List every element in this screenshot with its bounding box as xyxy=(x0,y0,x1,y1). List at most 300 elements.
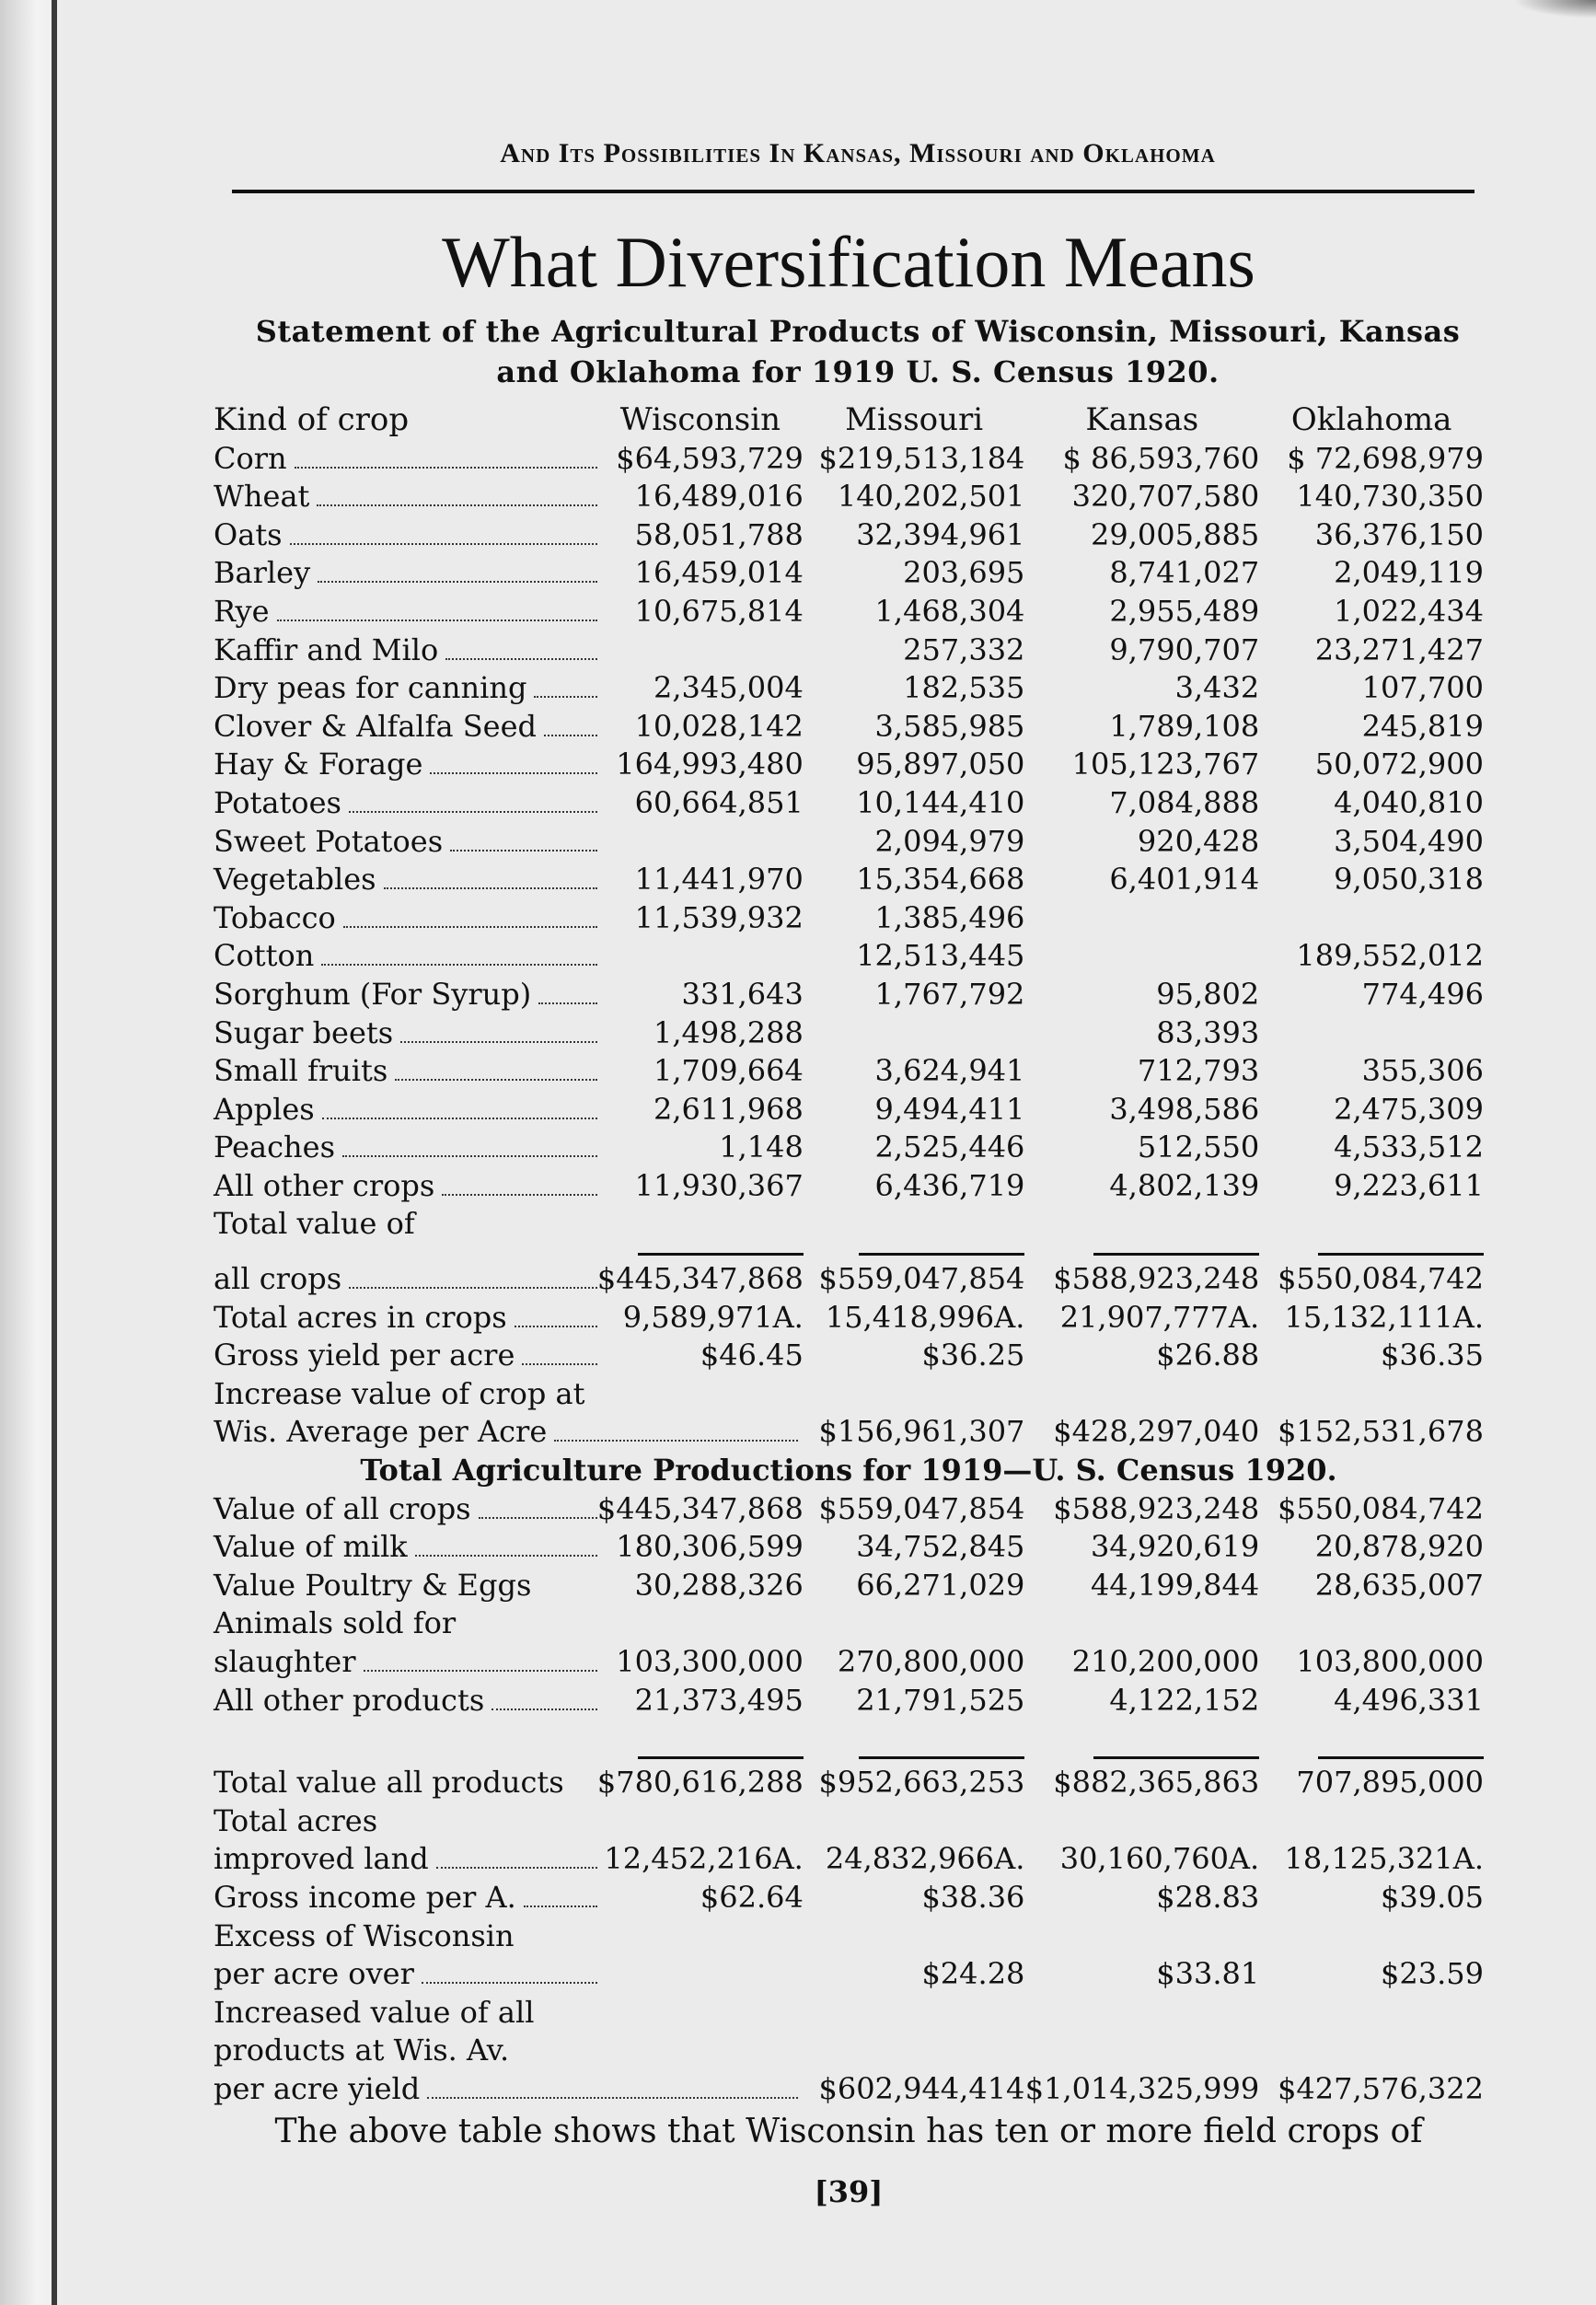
cell-wisconsin: 60,664,851 xyxy=(634,784,804,820)
empty-cell xyxy=(1259,1604,1484,1643)
crop-row xyxy=(214,478,1484,516)
row-label-wrap xyxy=(214,1413,804,1452)
empty-cell xyxy=(804,1375,1025,1414)
cell-kansas: 6,401,914 xyxy=(1109,862,1260,898)
cell-oklahoma xyxy=(1259,1014,1484,1053)
row-label-wrap xyxy=(214,631,597,670)
row-label-cell xyxy=(214,593,597,631)
dot-leader xyxy=(524,1905,597,1907)
dot-leader xyxy=(534,696,596,698)
row-label-wrap xyxy=(214,899,597,938)
empty-cell xyxy=(1024,1604,1259,1643)
cell-missouri: 66,271,029 xyxy=(856,1567,1025,1603)
empty-cell xyxy=(1024,1802,1259,1841)
cell-missouri: 203,695 xyxy=(903,555,1025,591)
row-label: Excess of Wisconsin xyxy=(214,1917,515,1953)
row-label: Wis. Average per Acre xyxy=(214,1414,548,1450)
row-label: Cotton xyxy=(214,938,315,974)
row-label: products at Wis. Av. xyxy=(214,2033,510,2068)
cell-kansas: $1,014,325,999 xyxy=(1024,2070,1260,2106)
dot-leader xyxy=(522,1363,597,1365)
row-label-wrap xyxy=(214,593,597,631)
page-number: [39] xyxy=(814,2173,884,2209)
dot-leader xyxy=(395,1079,597,1081)
row-label-wrap xyxy=(214,554,597,593)
increased-label-row-2 xyxy=(214,2032,1484,2070)
cell-wisconsin: 16,489,016 xyxy=(634,479,804,515)
row-label: Tobacco xyxy=(214,899,336,935)
header-row xyxy=(214,401,1484,440)
sum-rule xyxy=(638,1756,804,1759)
total-rule-row xyxy=(214,1747,1484,1764)
cell-oklahoma: $36.35 xyxy=(1381,1338,1484,1373)
row-label-cell xyxy=(214,823,597,862)
cell-missouri: 2,525,446 xyxy=(874,1129,1025,1165)
empty-cell xyxy=(1024,2032,1259,2070)
row-label: Value of all crops xyxy=(214,1490,471,1526)
cell-missouri: 1,767,792 xyxy=(874,976,1025,1012)
cell-wisconsin: 164,993,480 xyxy=(616,747,804,782)
cell-wisconsin: 21,373,495 xyxy=(634,1682,804,1718)
empty-cell xyxy=(597,2032,804,2070)
row-label: Peaches xyxy=(214,1129,335,1165)
cell-wisconsin: 11,441,970 xyxy=(634,862,804,898)
document-page xyxy=(214,138,1484,2209)
cell-oklahoma: $550,084,742 xyxy=(1278,1490,1484,1526)
crop-row xyxy=(214,976,1484,1014)
cell-oklahoma: 707,895,000 xyxy=(1296,1765,1484,1801)
cell-wisconsin: $46.45 xyxy=(700,1338,804,1373)
empty-cell xyxy=(1024,1375,1259,1414)
cell-missouri: 1,385,496 xyxy=(874,899,1025,935)
row-label-cell xyxy=(214,1764,597,1802)
row-label: Oats xyxy=(214,516,283,552)
row-label: Sorghum (For Syrup) xyxy=(214,976,532,1012)
cell-kansas: 95,802 xyxy=(1156,976,1260,1012)
improved-label-row xyxy=(214,1802,1484,1841)
cell-kansas: $588,923,248 xyxy=(1053,1490,1260,1526)
dot-leader xyxy=(479,1517,597,1519)
row-label-cell xyxy=(214,708,597,747)
empty-cell xyxy=(1259,1802,1484,1841)
binding-edge-line xyxy=(52,0,57,2305)
cell-missouri: 270,800,000 xyxy=(837,1644,1025,1679)
empty-cell xyxy=(1259,1994,1484,2033)
dot-leader xyxy=(515,1326,597,1327)
table-body xyxy=(214,401,1484,2109)
crop-row xyxy=(214,669,1484,708)
running-head: And Its Possibilities In Kansas, Missouri and Oklahoma xyxy=(500,138,1216,168)
dot-leader xyxy=(321,964,597,966)
cell-oklahoma: 1,022,434 xyxy=(1334,593,1484,629)
cell-kansas xyxy=(1024,937,1259,976)
row-label-cell xyxy=(214,1091,597,1129)
cell-wisconsin: $62.64 xyxy=(700,1879,804,1915)
cell-oklahoma: 2,475,309 xyxy=(1334,1091,1484,1127)
cell-oklahoma: 20,878,920 xyxy=(1314,1529,1484,1565)
row-label-wrap xyxy=(214,1682,597,1720)
row-label-wrap xyxy=(214,1091,597,1129)
cell-missouri: $602,944,414 xyxy=(818,2070,1025,2106)
row-label-wrap xyxy=(214,976,597,1014)
cell-kansas: 44,199,844 xyxy=(1090,1567,1260,1603)
crop-row xyxy=(214,1167,1484,1206)
product-row xyxy=(214,1567,1484,1605)
row-label-cell xyxy=(214,1879,597,1917)
sum-rule xyxy=(1318,1756,1484,1759)
row-label-wrap xyxy=(214,1528,597,1567)
row-label-wrap xyxy=(214,1879,597,1917)
cell-oklahoma: $152,531,678 xyxy=(1278,1414,1484,1450)
cell-oklahoma: $39.05 xyxy=(1381,1879,1484,1915)
row-label-wrap xyxy=(214,440,597,479)
row-label-wrap xyxy=(214,784,597,823)
crop-row xyxy=(214,593,1484,631)
cell-wisconsin: 331,643 xyxy=(681,976,804,1012)
sum-rule xyxy=(1093,1756,1259,1759)
cell-kansas: 21,907,777A. xyxy=(1059,1299,1260,1335)
empty-cell xyxy=(1259,1917,1484,1956)
cell-kansas: $33.81 xyxy=(1156,1956,1260,1992)
cell-kansas: 4,122,152 xyxy=(1109,1682,1260,1718)
row-label-cell xyxy=(214,478,597,516)
cell-wisconsin: 12,452,216A. xyxy=(604,1841,804,1877)
cell-wisconsin: 180,306,599 xyxy=(616,1529,804,1565)
dot-leader xyxy=(538,1002,597,1004)
cell-missouri: 34,752,845 xyxy=(856,1529,1025,1565)
row-label-cell xyxy=(214,1167,597,1206)
cell-oklahoma: 18,125,321A. xyxy=(1284,1841,1484,1877)
cell-missouri: 1,468,304 xyxy=(874,593,1025,629)
cell-kansas: $428,297,040 xyxy=(1053,1414,1260,1450)
row-label-wrap xyxy=(214,1260,597,1299)
row-label: Hay & Forage xyxy=(214,747,423,782)
row-label: improved land xyxy=(214,1841,429,1877)
gross-yield-row xyxy=(214,1337,1484,1375)
row-label-wrap xyxy=(214,1840,597,1879)
empty-cell xyxy=(597,1802,804,1841)
cell-kansas xyxy=(1024,899,1259,938)
col-header-wisconsin: Wisconsin xyxy=(619,401,781,438)
empty-cell xyxy=(597,1994,804,2033)
cell-missouri: 15,354,668 xyxy=(856,862,1025,898)
closing-paragraph: The above table shows that Wisconsin has ten or more field crops of xyxy=(274,2112,1423,2150)
rule-cell xyxy=(1024,1244,1259,1260)
rule-cell xyxy=(1259,1244,1484,1260)
dot-leader xyxy=(364,1670,597,1672)
row-label-cell xyxy=(214,440,597,479)
total-rule-row xyxy=(214,1244,1484,1260)
row-label: Apples xyxy=(214,1091,315,1127)
cell-missouri: $24.28 xyxy=(921,1956,1025,1992)
cell-kansas: 3,498,586 xyxy=(1109,1091,1260,1127)
row-label: Potatoes xyxy=(214,784,341,820)
total-value-row xyxy=(214,1260,1484,1299)
cell-oklahoma: 3,504,490 xyxy=(1334,823,1484,859)
cell-kansas: 30,160,760A. xyxy=(1059,1841,1260,1877)
cell-wisconsin: 30,288,326 xyxy=(634,1567,804,1603)
row-label: Sweet Potatoes xyxy=(214,823,444,859)
crop-row xyxy=(214,631,1484,670)
total-all-products-row xyxy=(214,1764,1484,1802)
cell-oklahoma xyxy=(1259,899,1484,938)
dot-leader xyxy=(450,850,597,851)
row-label-wrap xyxy=(214,2032,597,2070)
row-label-cell xyxy=(214,1375,597,1414)
row-label-wrap xyxy=(214,1052,597,1091)
rule-cell xyxy=(1259,1747,1484,1764)
row-label-wrap xyxy=(214,1604,597,1643)
cell-oklahoma: 189,552,012 xyxy=(1296,938,1484,974)
cell-oklahoma: 36,376,150 xyxy=(1314,516,1484,552)
rule-cell xyxy=(597,1244,804,1260)
row-label-cell xyxy=(214,1604,597,1643)
cell-missouri: 182,535 xyxy=(903,670,1025,706)
row-label: Gross income per A. xyxy=(214,1879,516,1915)
row-label-cell xyxy=(214,1299,597,1338)
row-label: Value Poultry & Eggs xyxy=(214,1567,532,1603)
crop-row xyxy=(214,554,1484,593)
cell-wisconsin: $445,347,868 xyxy=(596,1490,804,1526)
cell-kansas: 7,084,888 xyxy=(1109,784,1260,820)
increased-label-row-1 xyxy=(214,1994,1484,2033)
cell-wisconsin: 11,930,367 xyxy=(634,1167,804,1203)
cell-kansas: 210,200,000 xyxy=(1071,1644,1260,1679)
cell-oklahoma: $23.59 xyxy=(1381,1956,1484,1992)
cell-missouri: $952,663,253 xyxy=(818,1765,1025,1801)
row-label: slaughter xyxy=(214,1644,356,1679)
row-label-wrap xyxy=(214,516,597,555)
rule-cell xyxy=(1024,1747,1259,1764)
row-label: All other products xyxy=(214,1682,485,1718)
empty-cell xyxy=(214,1244,597,1260)
row-label: Kaffir and Milo xyxy=(214,631,439,667)
cell-missouri: $36.25 xyxy=(921,1338,1025,1373)
row-label-wrap xyxy=(214,861,597,899)
cell-missouri: 21,791,525 xyxy=(856,1682,1025,1718)
page-title: What Diversification Means xyxy=(442,222,1255,302)
row-label-wrap xyxy=(214,1014,597,1053)
row-label-cell xyxy=(214,1490,597,1529)
cell-wisconsin: 103,300,000 xyxy=(616,1644,804,1679)
row-label: Dry peas for canning xyxy=(214,670,527,706)
rule-cell xyxy=(804,1747,1025,1764)
row-label: per acre over xyxy=(214,1956,414,1992)
dot-leader xyxy=(322,1118,597,1119)
sum-rule xyxy=(859,1253,1024,1256)
cell-wisconsin: 16,459,014 xyxy=(634,555,804,591)
row-label-wrap xyxy=(214,746,597,784)
cell-missouri: $156,961,307 xyxy=(818,1414,1025,1450)
cell-oklahoma: $ 72,698,979 xyxy=(1287,440,1484,476)
row-label-cell xyxy=(214,937,597,976)
row-label-cell xyxy=(214,1643,597,1682)
row-label-cell xyxy=(214,2070,804,2109)
slaughter-label-row xyxy=(214,1604,1484,1643)
row-label-cell xyxy=(214,1917,597,1956)
cell-missouri: 95,897,050 xyxy=(856,747,1025,782)
cell-oklahoma: 355,306 xyxy=(1361,1053,1484,1089)
cell-oklahoma: 4,496,331 xyxy=(1334,1682,1484,1718)
cell-kansas: 2,955,489 xyxy=(1109,593,1260,629)
row-label: Rye xyxy=(214,593,270,629)
excess-label-row xyxy=(214,1917,1484,1956)
empty-cell xyxy=(597,1604,804,1643)
rule-cell xyxy=(804,1244,1025,1260)
row-label-cell xyxy=(214,784,597,823)
total-acres-row xyxy=(214,1299,1484,1338)
row-label: Wheat xyxy=(214,479,310,515)
row-label: Barley xyxy=(214,555,311,591)
row-label-cell xyxy=(214,516,597,555)
row-label-wrap xyxy=(214,1167,597,1206)
cell-missouri: 6,436,719 xyxy=(874,1167,1025,1203)
crop-row xyxy=(214,823,1484,862)
cell-wisconsin: 11,539,932 xyxy=(634,899,804,935)
cell-missouri: 32,394,961 xyxy=(856,516,1025,552)
cell-missouri: 3,624,941 xyxy=(874,1053,1025,1089)
row-label: Vegetables xyxy=(214,862,376,898)
cell-wisconsin: 10,675,814 xyxy=(634,593,804,629)
product-row xyxy=(214,1528,1484,1567)
cell-missouri: $38.36 xyxy=(921,1879,1025,1915)
dot-leader xyxy=(277,620,597,621)
row-label-wrap xyxy=(214,1299,597,1338)
empty-cell xyxy=(804,1802,1025,1841)
row-label: Value of milk xyxy=(214,1529,408,1565)
cell-oklahoma: 140,730,350 xyxy=(1296,479,1484,515)
dot-leader xyxy=(427,2097,798,2099)
cell-oklahoma: 28,635,007 xyxy=(1314,1567,1484,1603)
empty-cell xyxy=(804,2032,1025,2070)
crop-row xyxy=(214,1052,1484,1091)
cell-oklahoma: 4,040,810 xyxy=(1334,784,1484,820)
cell-kansas: 34,920,619 xyxy=(1090,1529,1260,1565)
empty-cell xyxy=(804,1917,1025,1956)
crop-row xyxy=(214,784,1484,823)
empty-cell xyxy=(1024,1917,1259,1956)
cell-kansas: 9,790,707 xyxy=(1109,631,1260,667)
cell-kansas: 920,428 xyxy=(1137,823,1260,859)
cell-kansas: 83,393 xyxy=(1156,1014,1260,1050)
row-label-cell xyxy=(214,554,597,593)
sum-rule xyxy=(1318,1253,1484,1256)
cell-wisconsin: 2,345,004 xyxy=(653,670,804,706)
row-label-wrap xyxy=(214,823,597,862)
row-label: Total value all products xyxy=(214,1765,564,1801)
cell-missouri: 9,494,411 xyxy=(874,1091,1025,1127)
row-label-cell xyxy=(214,1802,597,1841)
empty-cell xyxy=(804,1994,1025,2033)
dot-leader xyxy=(349,1287,597,1289)
section-heading-row xyxy=(214,1452,1484,1490)
crop-row xyxy=(214,440,1484,479)
dot-leader xyxy=(290,543,597,545)
dot-leader xyxy=(295,467,597,469)
cell-wisconsin: 1,148 xyxy=(719,1129,804,1165)
cell-oklahoma: 50,072,900 xyxy=(1314,747,1484,782)
cell-oklahoma: $550,084,742 xyxy=(1278,1261,1484,1297)
cell-kansas: 4,802,139 xyxy=(1109,1167,1260,1203)
row-label: Total acres xyxy=(214,1802,378,1838)
sum-rule xyxy=(638,1253,804,1256)
row-label-cell xyxy=(214,899,597,938)
empty-cell xyxy=(214,1747,597,1764)
section-heading: Total Agriculture Productions for 1919—U. S. Census 1920. xyxy=(360,1453,1337,1488)
cell-missouri: 3,585,985 xyxy=(874,708,1025,744)
crop-row xyxy=(214,1014,1484,1053)
cell-wisconsin: $780,616,288 xyxy=(596,1765,804,1801)
row-label: Increased value of all xyxy=(214,1994,535,2030)
cell-wisconsin xyxy=(597,631,804,670)
row-label: All other crops xyxy=(214,1167,435,1203)
cell-kansas: $588,923,248 xyxy=(1053,1261,1260,1297)
row-label-wrap xyxy=(214,1802,597,1841)
increase-value-row xyxy=(214,1413,1484,1452)
row-label-wrap xyxy=(214,1205,597,1244)
cell-kansas: 712,793 xyxy=(1137,1053,1260,1089)
cell-missouri: 15,418,996A. xyxy=(825,1299,1025,1335)
dot-leader xyxy=(415,1555,597,1557)
cell-kansas: 512,550 xyxy=(1137,1129,1260,1165)
col-header-kansas: Kansas xyxy=(1085,401,1199,438)
crop-row xyxy=(214,516,1484,555)
cell-kansas: 105,123,767 xyxy=(1071,747,1260,782)
sum-rule xyxy=(859,1756,1024,1759)
dot-leader xyxy=(445,658,597,660)
header-rule xyxy=(232,190,1475,193)
dot-leader xyxy=(422,1982,597,1984)
cell-wisconsin: $64,593,729 xyxy=(616,440,804,476)
agricultural-products-table xyxy=(214,401,1484,2109)
cell-missouri: $219,513,184 xyxy=(818,440,1025,476)
cell-oklahoma: 107,700 xyxy=(1361,670,1484,706)
cell-missouri: $559,047,854 xyxy=(818,1490,1025,1526)
cell-wisconsin: $445,347,868 xyxy=(596,1261,804,1297)
product-row xyxy=(214,1490,1484,1529)
cell-oklahoma: 9,223,611 xyxy=(1334,1167,1484,1203)
row-label: Animals sold for xyxy=(214,1605,457,1641)
cell-kansas: 29,005,885 xyxy=(1090,516,1260,552)
row-label-cell xyxy=(214,1955,597,1994)
dot-leader xyxy=(442,1194,597,1196)
dot-leader xyxy=(436,1867,597,1869)
cell-oklahoma: 2,049,119 xyxy=(1334,555,1484,591)
empty-cell xyxy=(804,1604,1025,1643)
row-label-cell xyxy=(214,1413,804,1452)
cell-wisconsin: 2,611,968 xyxy=(653,1091,804,1127)
col-header-oklahoma: Oklahoma xyxy=(1290,401,1452,438)
row-label-wrap xyxy=(214,1129,597,1167)
cell-wisconsin: 58,051,788 xyxy=(634,516,804,552)
sum-rule xyxy=(1093,1253,1259,1256)
cell-kansas: 320,707,580 xyxy=(1071,479,1260,515)
spacer xyxy=(214,1720,1484,1747)
crop-row xyxy=(214,708,1484,747)
dot-leader xyxy=(349,811,597,813)
empty-cell xyxy=(1259,1375,1484,1414)
table-caption: Statement of the Agricultural Products of Wisconsin, Missouri, Kansas and Oklahoma for 1919 U. S. Census 1920. xyxy=(255,314,1461,389)
spacer-row xyxy=(214,1720,1484,1747)
row-label-cell xyxy=(214,1528,597,1567)
crop-row xyxy=(214,937,1484,976)
total-value-label-row xyxy=(214,1205,1484,1244)
cell-oklahoma: $427,576,322 xyxy=(1278,2070,1484,2106)
cell-missouri xyxy=(804,1014,1025,1053)
row-label-cell xyxy=(214,1994,597,2033)
row-label-wrap xyxy=(214,1994,597,2033)
cell-oklahoma: 23,271,427 xyxy=(1314,631,1484,667)
